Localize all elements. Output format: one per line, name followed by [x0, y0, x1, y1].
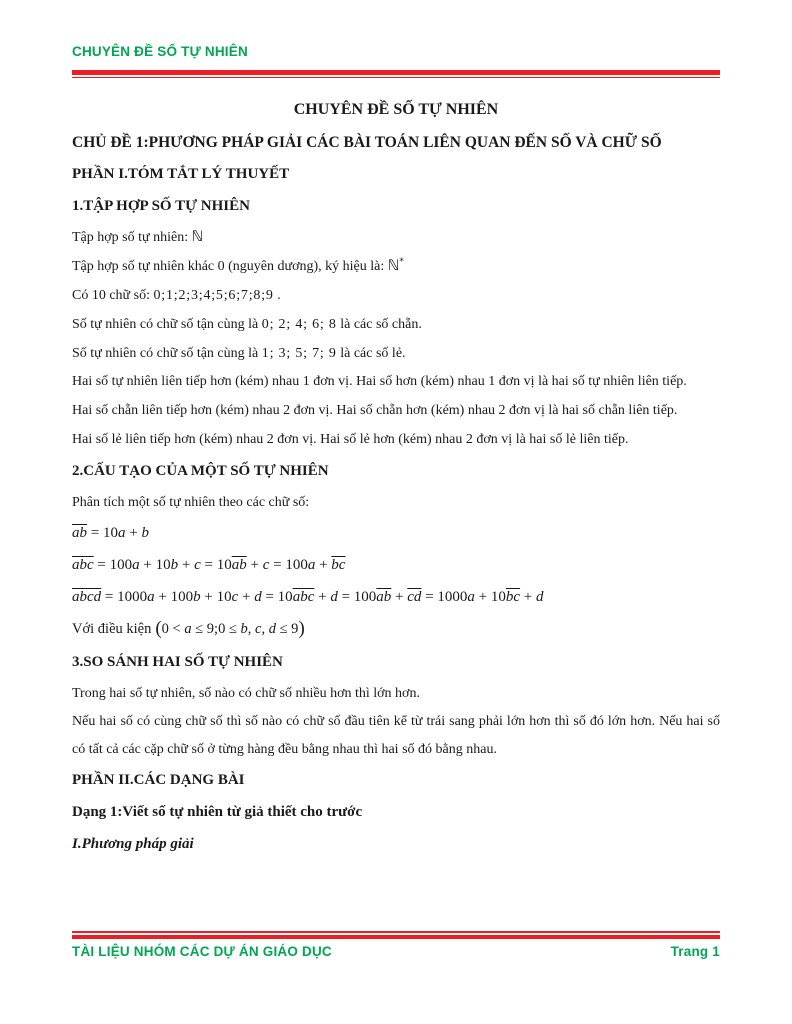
footer-rule-thick — [72, 935, 720, 940]
double-struck-n-symbol: ℕ — [191, 229, 204, 245]
footer-doc-name: TÀI LIỆU NHÓM CÁC DỰ ÁN GIÁO DỤC — [72, 944, 332, 959]
para-consecutive-even: Hai số chẵn liên tiếp hơn (kém) nhau 2 đơn vị. Hai số chẵn hơn (kém) nhau 2 đơn vị là hai số chẵn liên tiếp. — [72, 402, 678, 418]
footer-rule — [72, 931, 720, 939]
running-footer — [72, 931, 720, 959]
running-header — [72, 44, 720, 78]
para-consecutive: Hai số tự nhiên liên tiếp hơn (kém) nhau 1 đơn vị. Hai số hơn (kém) nhau 1 đơn vị là hai số tự nhiên liên tiếp. — [72, 374, 687, 389]
para-positive-set — [72, 252, 720, 281]
header-title: CHUYÊN ĐỀ SỐ TỰ NHIÊN — [72, 44, 248, 59]
formula-abc: $\overline{abc} = 100a + 10b + c = 10\overline{ab} + c = 100a + \overline{bc}$ — [72, 557, 346, 573]
para-odd-digits-pre: Số tự nhiên có chữ số tận cùng là — [72, 346, 259, 361]
para-compare: Nếu hai số có cùng chữ số thì số nào có chữ số đầu tiên kể từ trái sang phải lớn hơn thì số đó lớn hơn. Nếu hai số có tất cả các cặp chữ số ở từng hàng đều bằng nhau thì hai số đó bằng nhau. — [72, 714, 720, 757]
para-odd-digits-post: là các số lẻ. — [340, 346, 406, 361]
footer-page-number: Trang 1 — [670, 944, 720, 959]
heading-section-2: 2.CẤU TẠO CỦA MỘT SỐ TỰ NHIÊN — [72, 463, 329, 479]
para-natural-set — [72, 223, 720, 252]
formula-condition — [72, 613, 720, 645]
para-even-digits-pre: Số tự nhiên có chữ số tận cùng là — [72, 317, 259, 332]
para-natural-set-text: Tập hợp số tự nhiên: — [72, 230, 189, 245]
para-ten-digits-label: Có 10 chữ số: — [72, 288, 150, 303]
heading-method: I.Phương pháp giải — [72, 836, 194, 852]
para-odd-digits-math: 1; 3; 5; 7; 9 — [261, 346, 337, 361]
para-positive-set-text: Tập hợp số tự nhiên khác 0 (nguyên dương), ký hiệu là: — [72, 259, 385, 274]
para-even-digits — [72, 310, 720, 339]
double-struck-n-star-symbol: ℕ* — [387, 257, 404, 274]
header-rule — [72, 70, 720, 78]
para-even-digits-post: là các số chẵn. — [340, 317, 422, 332]
para-even-digits-math: 0; 2; 4; 6; 8 — [261, 317, 337, 332]
condition-label: Với điều kiện — [72, 621, 152, 637]
para-ten-digits-math: 0;1;2;3;4;5;6;7;8;9 — [153, 288, 274, 303]
para-analyze: Phân tích một số tự nhiên theo các chữ số: — [72, 495, 310, 510]
para-ten-digits — [72, 281, 720, 310]
heading-part-1: PHẦN I.TÓM TẮT LÝ THUYẾT — [72, 166, 290, 182]
formula-abcd: abcd = $1000a + 100b + 10c + d = 10\overline{abc} + d = 100\overline{ab} + \overline{cd} = 1000a + 10\overline{bc} + d$ — [72, 589, 544, 605]
heading-part-2: PHẦN II.CÁC DẠNG BÀI — [72, 772, 245, 788]
heading-topic: CHỦ ĐỀ 1:PHƯƠNG PHÁP GIẢI CÁC BÀI TOÁN LIÊN QUAN ĐẾN SỐ VÀ CHỮ SỐ — [72, 134, 662, 151]
formula-ab: $\overline{ab} = 10a + b$ — [72, 525, 149, 541]
heading-section-3: 3.SO SÁNH HAI SỐ TỰ NHIÊN — [72, 654, 283, 670]
header-rule-thin — [72, 77, 720, 79]
heading-section-1: 1.TẬP HỢP SỐ TỰ NHIÊN — [72, 198, 250, 214]
para-consecutive-odd: Hai số lẻ liên tiếp hơn (kém) nhau 2 đơn vị. Hai số lẻ hơn (kém) nhau 2 đơn vị là hai số lẻ liên tiếp. — [72, 432, 629, 447]
condition-expression: (0 < a ≤ 9;0 ≤ b, c, d ≤ 9) — [155, 618, 305, 639]
para-ten-digits-end: . — [277, 288, 281, 303]
para-more-digits: Trong hai số tự nhiên, số nào có chữ số nhiều hơn thì lớn hơn. — [72, 686, 420, 701]
document-body — [72, 92, 720, 861]
heading-dang-1: Dạng 1:Viết số tự nhiên từ giả thiết cho trước — [72, 804, 363, 820]
para-odd-digits — [72, 339, 720, 368]
doc-title: CHUYÊN ĐỀ SỐ TỰ NHIÊN — [293, 101, 499, 118]
